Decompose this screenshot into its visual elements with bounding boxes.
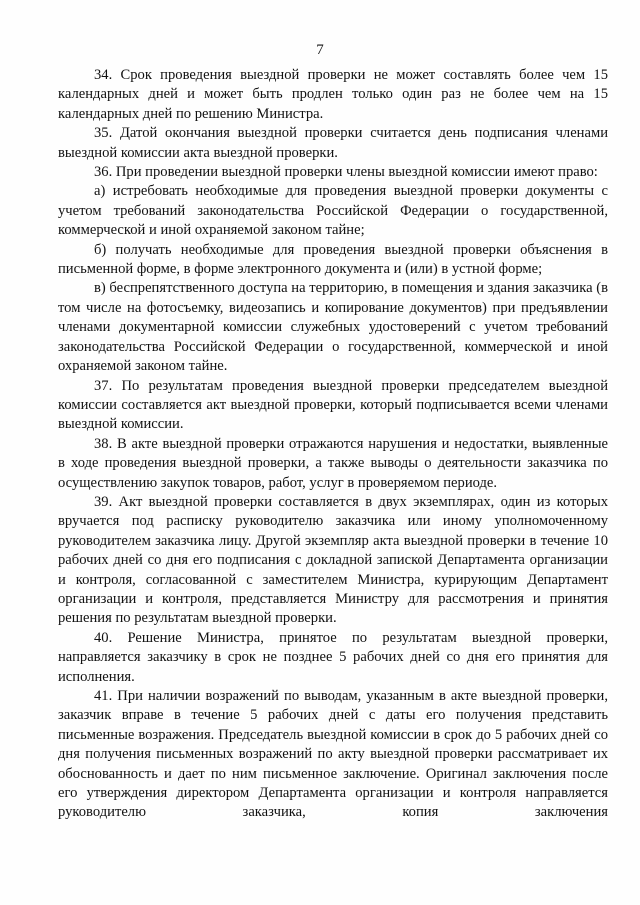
page-number: 7: [316, 42, 324, 58]
paragraph-39: 39. Акт выездной проверки составляется в двух экземплярах, один из которых вручается под расписку руководителю заказчика или иному уполномоченному руководителем заказчика лицу. Другой экземпляр акта выездной проверки в течение 10 рабочих дней со дня его подписания с докладной запиской Департамента организации и контроля, согласованной с заместителем Министра, курирующим Департамент организации и контроля, представляется Министру для рассмотрения и принятия решения по результатам выездной проверки.: [58, 493, 608, 627]
paragraph-36: 36. При проведении выездной проверки члены выездной комиссии имеют право:: [94, 164, 598, 181]
paragraph-36-b: б) получать необходимые для проведения выездной проверки объяснения в письменной форме, в форме электронного документа и (или) в устной форме;: [58, 241, 608, 278]
paragraph-37: 37. По результатам проведения выездной проверки председателем выездной комиссии составляется акт выездной проверки, который подписывается всеми членами выездной комиссии.: [58, 377, 608, 433]
paragraph-36-v: в) беспрепятственного доступа на территорию, в помещения и здания заказчика (в том числе на фотосъемку, видеозапись и копирование документов) при предъявлении членами документарной комиссии служебных удостоверений с учетом требований законодательства Российской Федерации о государственной, коммерческой и иной охраняемой законом тайне.: [58, 280, 608, 375]
paragraph-36-a: а) истребовать необходимые для проведения выездной проверки документы с учетом требований законодательства Российской Федерации о государственной, коммерческой и иной охраняемой законом тайне;: [58, 183, 608, 239]
paragraph-35: 35. Датой окончания выездной проверки считается день подписания членами выездной комиссии акта выездной проверки.: [58, 125, 608, 161]
paragraph-41: 41. При наличии возражений по выводам, указанным в акте выездной проверки, заказчик вправе в течение 5 рабочих дней с даты его получения представить письменные возражения. Председатель выездной комиссии в срок до 5 рабочих дней со дня получения письменных возражений по акту выездной проверки рассматривает их обоснованность и дает по ним письменное заключение. Оригинал заключения после его утверждения директором Департамента организации и контроля направляется руководителю заказчика, копия заключения: [58, 688, 608, 821]
paragraph-40: 40. Решение Министра, принятое по результатам выездной проверки, направляется заказчику в срок не позднее 5 рабочих дней со дня его принятия для исполнения.: [58, 629, 608, 685]
document-body: [58, 66, 608, 823]
paragraph-38: 38. В акте выездной проверки отражаются нарушения и недостатки, выявленные в ходе проведения выездной проверки, а также выводы о деятельности заказчика по осуществлению закупок товаров, работ, услуг в проверяемом периоде.: [58, 435, 608, 491]
paragraph-34: 34. Срок проведения выездной проверки не может составлять более чем 15 календарных дней и может быть продлен только один раз не более чем на 15 календарных дней по решению Министра.: [58, 67, 608, 122]
